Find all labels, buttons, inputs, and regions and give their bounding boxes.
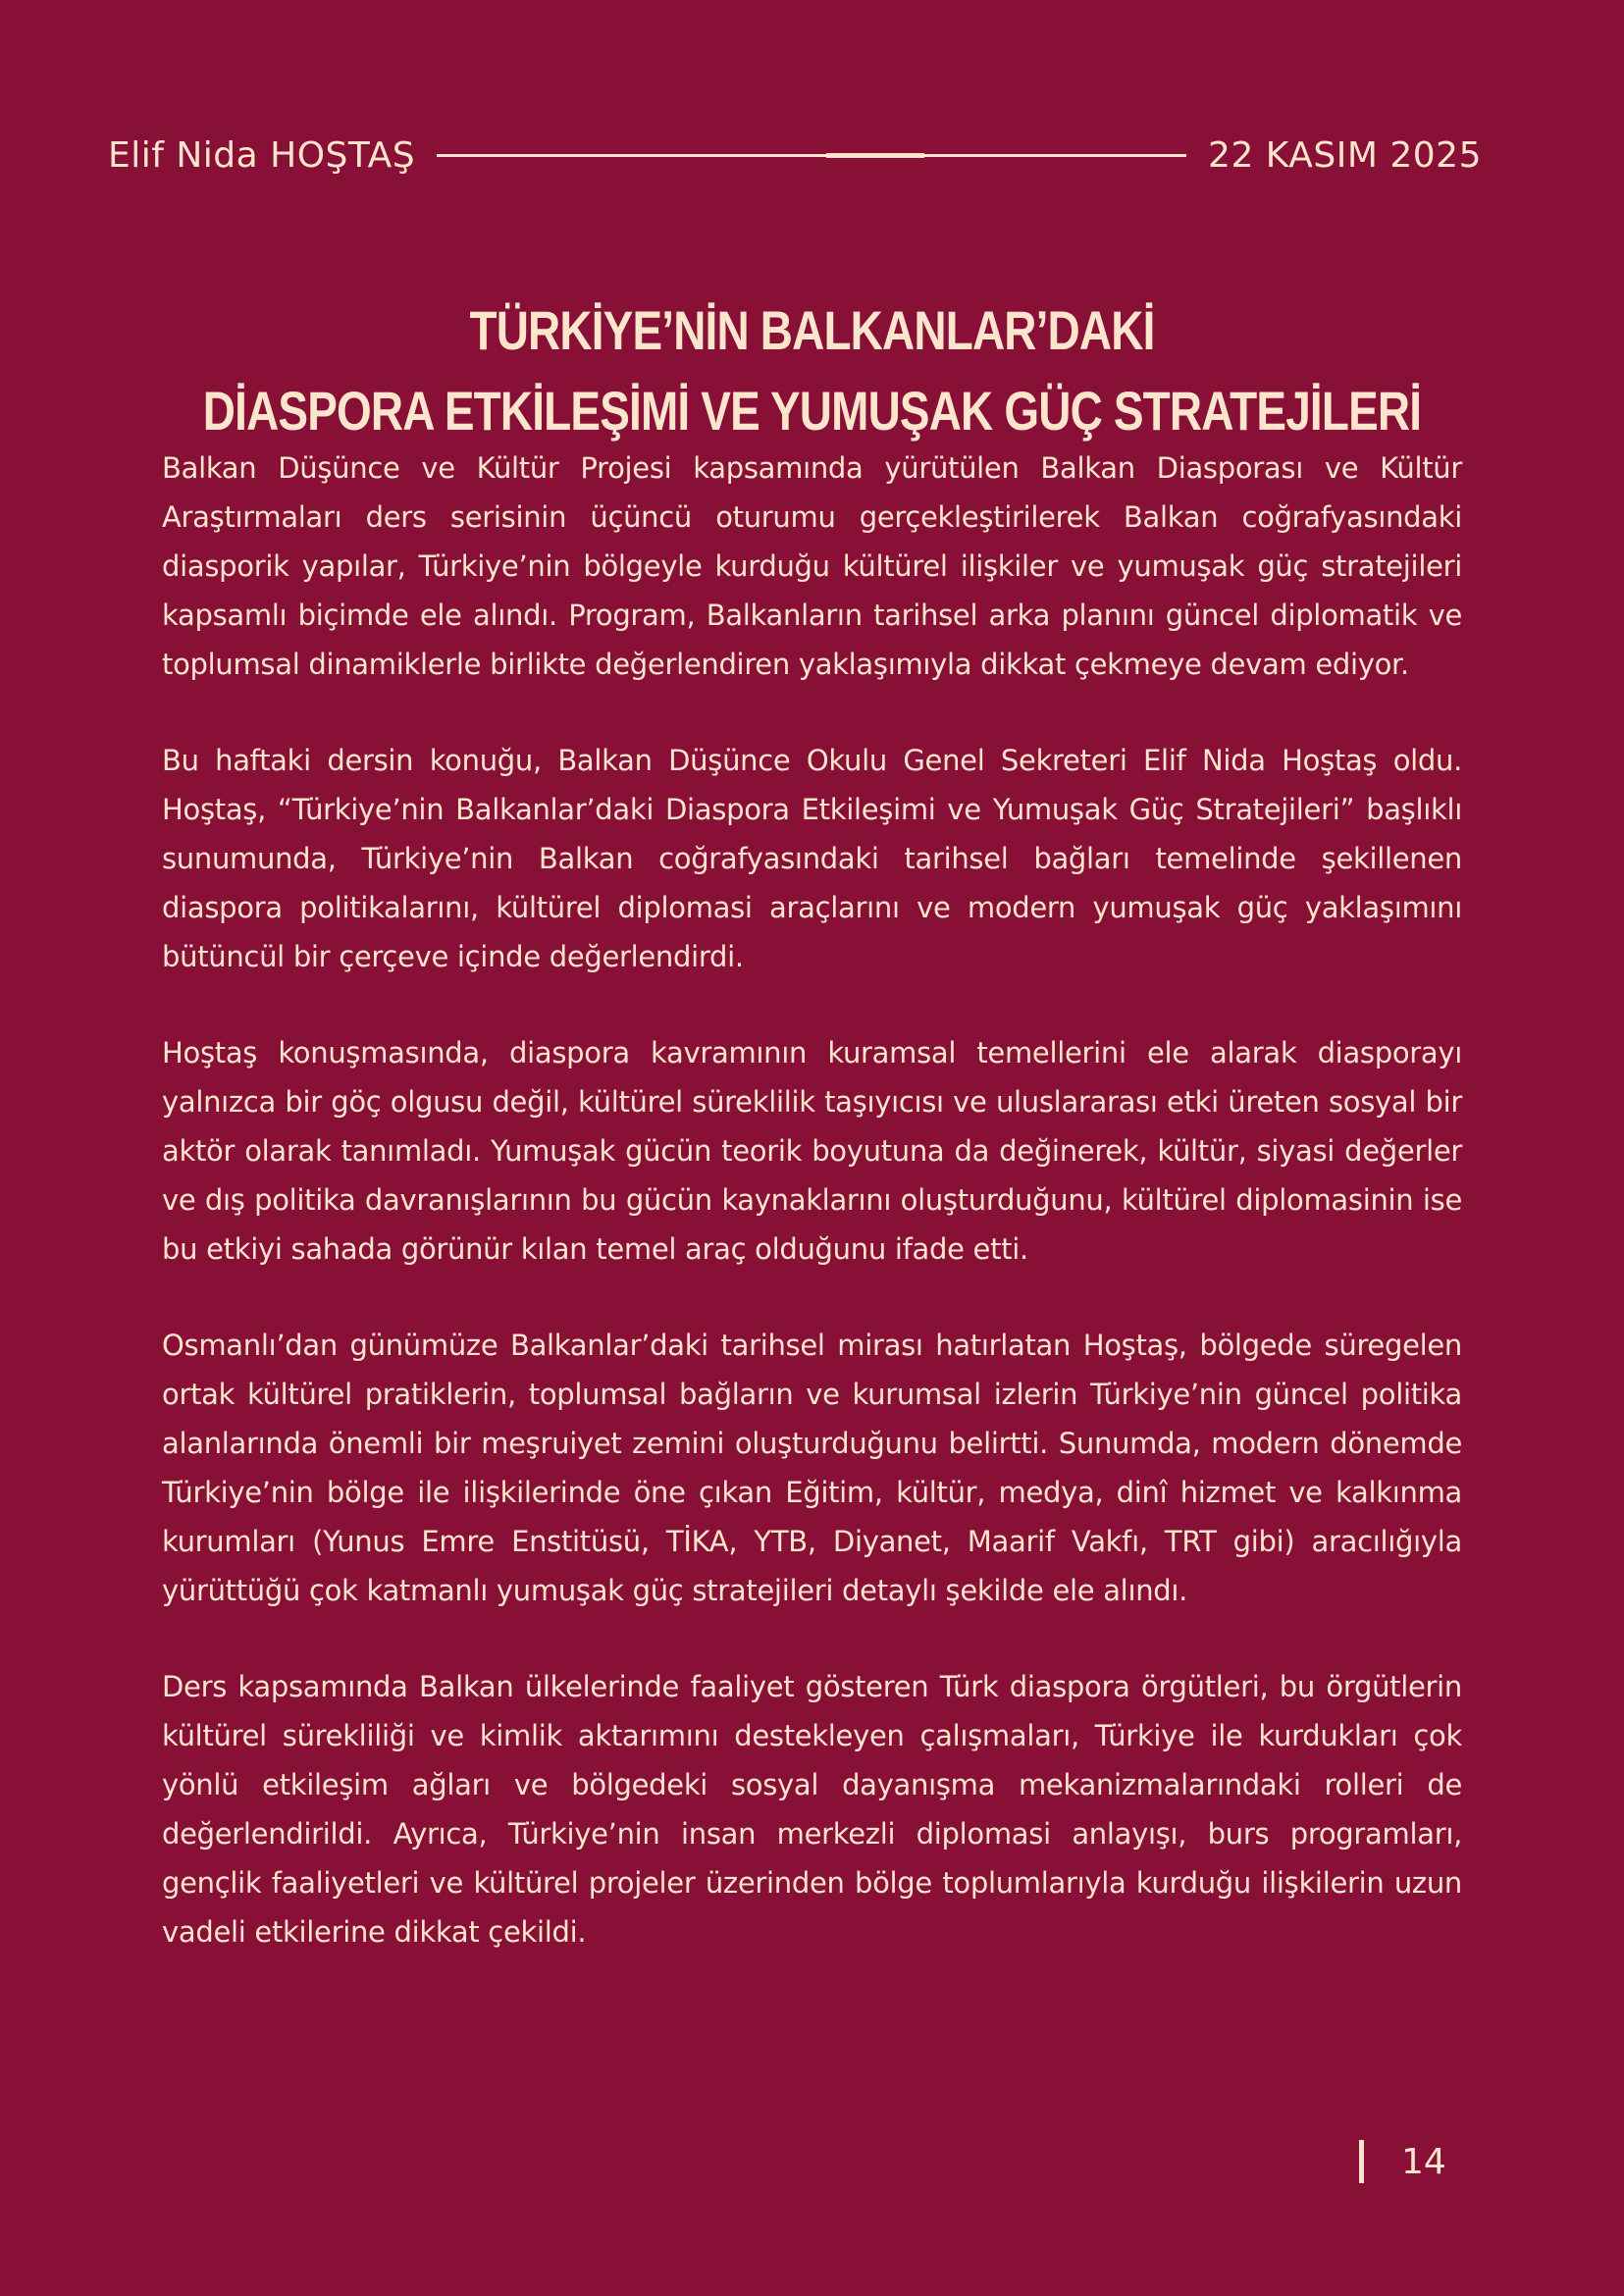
page-number-bar [1359, 2140, 1364, 2183]
author-name: Elif Nida HOŞTAŞ [108, 134, 416, 176]
page-header [108, 126, 1482, 184]
paragraph-1: Balkan Düşünce ve Kültür Projesi kapsamında yürütülen Balkan Diasporası ve Kültür Araştırmaları ders serisinin üçüncü oturumu gerçekleştirilerek Balkan coğrafyasındaki diasporik yapılar, Türkiye’nin bölgeyle kurduğu kültürel ilişkiler ve yumuşak güç stratejileri kapsamlı biçimde ele alındı. Program, Balkanların tarihsel arka planını güncel diplomatik ve toplumsal dinamiklerle birlikte değerlendiren yaklaşımıyla dikkat çekmeye devam ediyor. [162, 451, 1462, 681]
header-divider-line [437, 154, 1186, 157]
publication-date: 22 KASIM 2025 [1208, 134, 1482, 176]
article-title-line-2: DİASPORA ETKİLEŞİMİ VE YUMUŞAK GÜÇ STRATEJİLERİ [202, 379, 1422, 442]
paragraph-3: Hoştaş konuşmasında, diaspora kavramının kuramsal temellerini ele alarak diasporayı yalnızca bir göç olgusu değil, kültürel süreklilik taşıyıcısı ve uluslararası etki üreten sosyal bir aktör olarak tanımladı. Yumuşak gücün teorik boyutuna da değinerek, kültür, siyasi değerler ve dış politika davranışlarının bu gücün kaynaklarını oluşturduğunu, kültürel diplomasinin ise bu etkiyi sahada görünür kılan temel araç olduğunu ifade etti. [162, 1036, 1462, 1266]
article-title [146, 290, 1478, 451]
page-number: 14 [1401, 2141, 1446, 2182]
article-title-line-1: TÜRKİYE’NİN BALKANLAR’DAKİ [469, 298, 1155, 361]
paragraph-5: Ders kapsamında Balkan ülkelerinde faaliyet gösteren Türk diaspora örgütleri, bu örgütlerin kültürel sürekliliği ve kimlik aktarımını destekleyen çalışmaları, Türkiye ile kurdukları çok yönlü etkileşim ağları ve bölgedeki sosyal dayanışma mekanizmalarındaki rolleri de değerlendirildi. Ayrıca, Türkiye’nin insan merkezli diplomasi anlayışı, burs programları, gençlik faaliyetleri ve kültürel projeler üzerinden bölge toplumlarıyla kurduğu ilişkilerin uzun vadeli etkilerine dikkat çekildi. [162, 1670, 1462, 1949]
article-body [162, 444, 1462, 2004]
page-footer [1359, 2137, 1446, 2186]
paragraph-2: Bu haftaki dersin konuğu, Balkan Düşünce Okulu Genel Sekreteri Elif Nida Hoştaş oldu. Hoştaş, “Türkiye’nin Balkanlar’daki Diaspora Etkileşimi ve Yumuşak Güç Stratejileri” başlıklı sunumunda, Türkiye’nin Balkan coğrafyasındaki tarihsel bağları temelinde şekillenen diaspora politikalarını, kültürel diplomasi araçlarını ve modern yumuşak güç yaklaşımını bütüncül bir çerçeve içinde değerlendirdi. [162, 744, 1462, 973]
paragraph-4: Osmanlı’dan günümüze Balkanlar’daki tarihsel mirası hatırlatan Hoştaş, bölgede süregelen ortak kültürel pratiklerin, toplumsal bağların ve kurumsal izlerin Türkiye’nin güncel politika alanlarında önemli bir meşruiyet zemini oluşturduğunu belirtti. Sunumda, modern dönemde Türkiye’nin bölge ile ilişkilerinde öne çıkan Eğitim, kültür, medya, dinî hizmet ve kalkınma kurumları (Yunus Emre Enstitüsü, TİKA, YTB, Diyanet, Maarif Vakfı, TRT gibi) aracılığıyla yürüttüğü çok katmanlı yumuşak güç stratejileri detaylı şekilde ele alındı. [162, 1329, 1462, 1607]
